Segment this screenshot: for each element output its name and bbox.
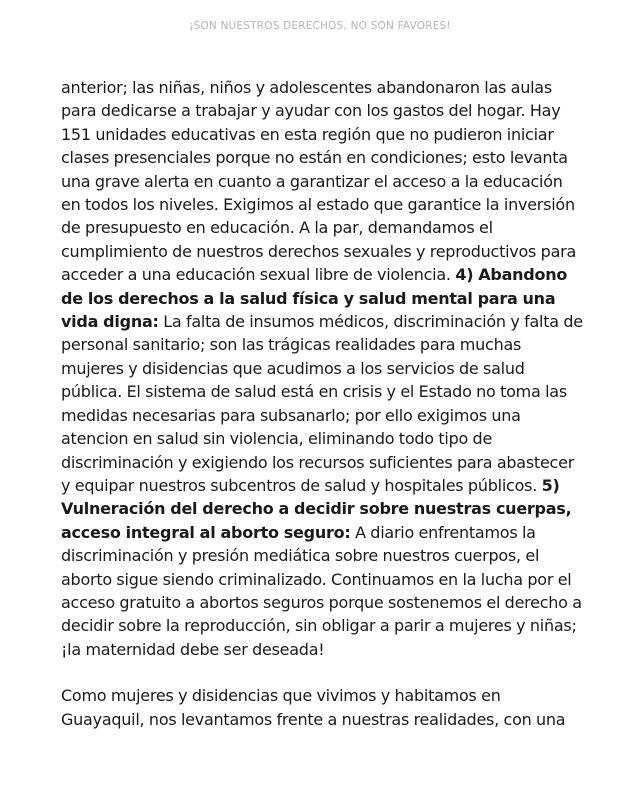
paragraph-text: Como mujeres y disidencias que vivimos y habitamos en Guayaquil, nos levantamos frente a nuestras realidades, con una (61, 686, 566, 729)
page-header: ¡SON NUESTROS DERECHOS, NO SON FAVORES! (189, 20, 451, 32)
section-heading-5: 5) Vulneración del derecho a decidir sobre nuestras cuerpas, acceso integral al aborto seguro: (61, 475, 572, 542)
paragraph-text: anterior; las niñas, niños y adolescentes abandonaron las aulas para dedicarse a trabajar y ayudar con los gastos del hogar. Hay 151 unidades educativas en esta región que no pudieron iniciar clases presenciales porque no están en condiciones; esto levanta una grave alerta en cuanto a garantizar el acceso a la educación en todos los niveles. Exigimos al estado que garantice la inversión de presupuesto en educación. A la par, demandamos el cumplimiento de nuestros derechos sexuales y reproductivos para acceder a una educación sexual libre de violencia. (61, 78, 577, 285)
paragraph (61, 684, 585, 731)
section-heading-4: 4) Abandono de los derechos a la salud física y salud mental para una vida digna: (61, 265, 568, 332)
paragraph-text: A diario enfrentamos la discriminación y presión mediática sobre nuestros cuerpos, el aborto sigue siendo criminalizado. Continuamos en la lucha por el acceso gratuito a abortos seguros porque sostenemos el derecho a decidir sobre la reproducción, sin obligar a parir a mujeres y niñas; ¡la maternidad debe ser deseada! (61, 522, 582, 659)
body-text (61, 76, 585, 731)
paragraph (61, 76, 585, 661)
paragraph-text: La falta de insumos médicos, discriminación y falta de personal sanitario; son las trágicas realidades para muchas mujeres y disidencias que acudimos a los servicios de salud pública. El sistema de salud está en crisis y el Estado no toma las medidas necesarias para subsanarlo; por ello exigimos una atencion en salud sin violencia, eliminando todo tipo de discriminación y exigiendo los recursos suficientes para abastecer y equipar nuestros subcentros de salud y hospitales públicos. (61, 312, 583, 495)
